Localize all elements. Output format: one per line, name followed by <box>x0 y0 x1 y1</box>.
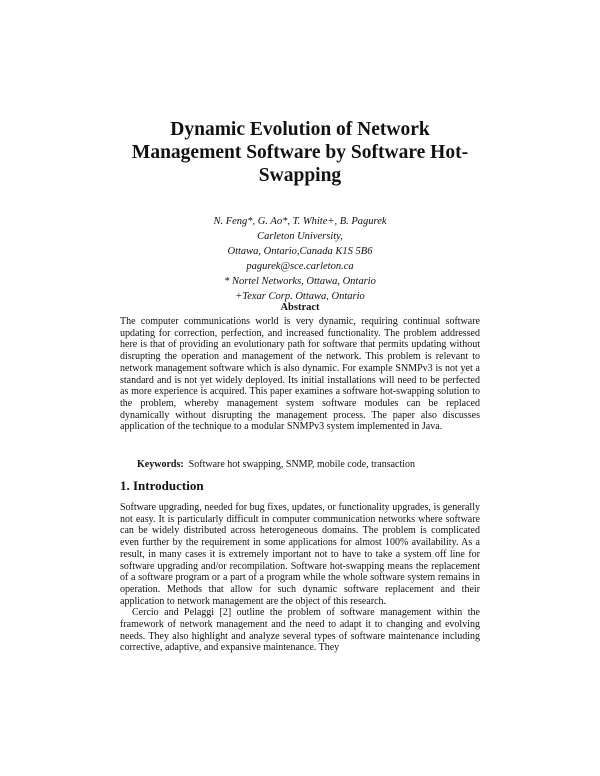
abstract-heading: Abstract <box>280 302 320 313</box>
author-affiliation-nortel: * Nortel Networks, Ottawa, Ontario <box>224 276 376 287</box>
author-email: pagurek@sce.carleton.ca <box>246 261 354 272</box>
paragraph: Cercio and Pelaggi [2] outline the problem of software management within the framework of network management and the need to adapt it to changing and evolving needs. They also highlight and analyze several types of software maintenance including corrective, adaptive, and expansive maintenance. They <box>120 607 480 654</box>
author-names: N. Feng*, G. Ao*, T. White+, B. Pagurek <box>213 216 387 227</box>
paper-title: Dynamic Evolution of Network Management Software by Software Hot-Swapping <box>131 119 469 186</box>
author-affiliation-texar: +Texar Corp. Ottawa, Ontario <box>235 291 365 302</box>
introduction-body <box>120 502 480 654</box>
author-block <box>150 214 450 304</box>
keywords-line <box>137 459 482 470</box>
author-affiliation: Carleton University, <box>257 231 343 242</box>
abstract-text: The computer communications world is very dynamic, requiring continual software updating for correction, perfection, and increased functionality. The problem addressed here is that of providing an evolutionary path for software that permits updating without disrupting the operation and management of the network. This problem is relevant to network management software which is also dynamic. For example SNMPv3 is not yet a standard and is not yet widely deployed. Its initial installations will need to be perfected as more experience is acquired. This paper examines a software hot-swapping solution to the problem, whereby management system software modules can be replaced dynamically without disrupting the management process. The paper also discusses application of the technique to a modular SNMPv3 system implemented in Java. <box>120 316 480 433</box>
keywords-label: Keywords: <box>137 459 184 470</box>
section-heading-introduction: 1. Introduction <box>120 478 204 493</box>
author-address: Ottawa, Ontario,Canada K1S 5B6 <box>227 246 373 257</box>
paragraph: Software upgrading, needed for bug fixes, updates, or functionality upgrades, is generally not easy. It is particularly difficult in computer communication networks where software can be widely distributed across heterogeneous domains. The problem is complicated even further by the requirement in some applications for almost 100% availability. As a result, in many cases it is extremely important not to have to take a system off line for software upgrading and/or recompilation. Software hot-swapping means the replacement of a software program or a part of a program while the whole software system remains in operation. Methods that allow for such dynamic software replacement and their application to network management are the object of this research. <box>120 502 480 607</box>
keywords-text: Software hot swapping, SNMP, mobile code, transaction <box>188 459 416 470</box>
